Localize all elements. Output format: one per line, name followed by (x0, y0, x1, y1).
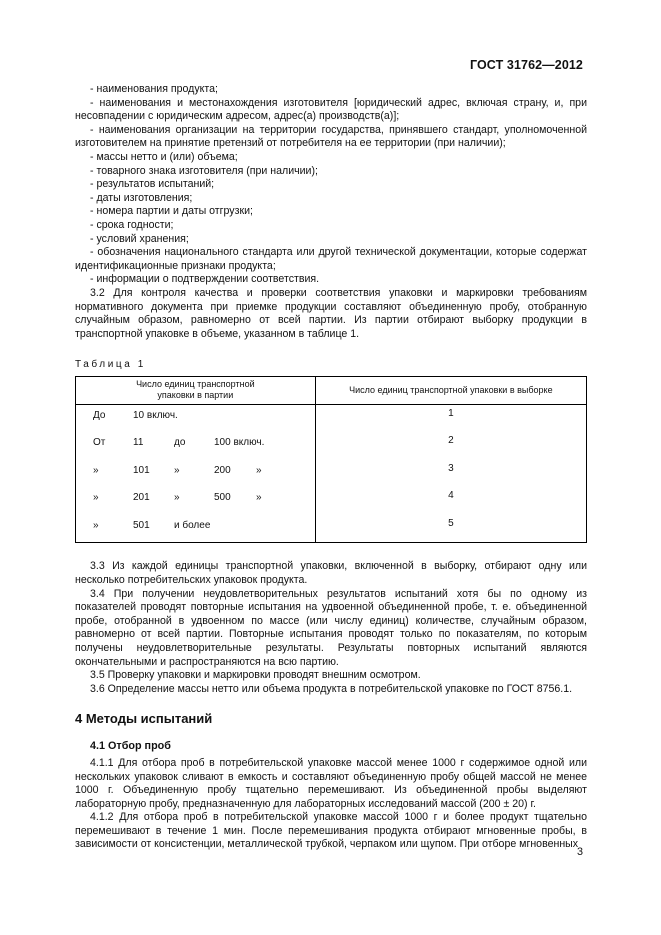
list-item: - результатов испытаний; (90, 178, 215, 191)
range-prefix: До (93, 409, 106, 421)
lot-size-cell (76, 404, 316, 432)
paragraph-4-1-1: 4.1.1 Для отбора проб в потребительской упаковке массой менее 1000 г содержимое одной или нескольких упаковок сливают в емкость и составляют объединенную пробу общей массой не менее 1000 г. Объединенную пробу тщательно перемешивают. Из объединенной пробы выделяют лабораторную пробу, предназначенную для лабораторных исследований массой (200 ± 20) г. (75, 756, 587, 810)
sample-size-cell: 5 (315, 515, 586, 543)
table-row (76, 487, 587, 515)
range-connector: » (174, 492, 180, 504)
range-prefix: От (93, 437, 106, 449)
table-header-row (76, 376, 587, 404)
list-item: - наименования продукта; (90, 83, 218, 95)
table-header-sample-size: Число единиц транспортной упаковки в выборке (315, 376, 586, 404)
table-row (76, 515, 587, 543)
list-item: - даты изготовления; (90, 191, 193, 204)
range-suffix: » (256, 464, 262, 476)
paragraph-3-6: 3.6 Определение массы нетто или объема продукта в потребительской упаковке по ГОСТ 8756.1. (90, 682, 573, 695)
sample-size-cell: 2 (315, 432, 586, 460)
sample-size-cell: 4 (315, 487, 586, 515)
sampling-table (75, 376, 587, 544)
sample-size-cell: 3 (315, 460, 586, 488)
range-prefix: » (93, 519, 99, 531)
table-header-lot-size: Число единиц транспортной упаковки в партии (76, 376, 316, 404)
range-connector: » (174, 464, 180, 476)
range-from: 10 включ. (133, 409, 178, 421)
range-connector: и более (174, 519, 211, 531)
lot-size-cell (76, 460, 316, 488)
list-item: - обозначения национального стандарта или другой технической документации, которые содержат идентификационные признаки продукта; (75, 246, 587, 272)
page-body (75, 83, 587, 852)
paragraph-3-2: 3.2 Для контроля качества и проверки соответствия упаковки и маркировки требованиям нормативного документа при приемке продукции составляют объединенную пробу, отобранную случайным образом, равномерно от всей партии. Из партии отбирают выборку продукции в транспортной упаковке в объеме, указанном в таблице 1. (75, 286, 587, 340)
page-number: 3 (576, 846, 583, 858)
table-caption: Таблица 1 (75, 359, 146, 371)
list-item: - условий хранения; (90, 232, 189, 245)
range-to: 100 включ. (214, 437, 265, 449)
paragraph-4-1-2: 4.1.2 Для отбора проб в потребительской упаковке массой 1000 г и более продукт тщательно перемешивают в течение 1 мин. После перемешивания продукта отбирают мгновенные пробы, в зависимости от консистенции, металлической трубкой, черпаком или щупом. При отборе мгновенных (75, 811, 587, 851)
lot-size-cell (76, 487, 316, 515)
lot-size-cell (76, 515, 316, 543)
range-to: 200 (214, 464, 231, 476)
list-item: - наименования и местонахождения изготовителя [юридический адрес, включая страну, и, при несовпадении с юридическим адресом, адрес(а) производств(а)]; (75, 96, 587, 123)
range-prefix: » (93, 492, 99, 504)
range-prefix: » (93, 464, 99, 476)
lot-size-cell (76, 432, 316, 460)
list-item: - товарного знака изготовителя (при наличии); (90, 164, 318, 177)
sample-size-cell: 1 (315, 404, 586, 432)
subsection-title: 4.1 Отбор проб (90, 740, 171, 753)
table-row (76, 460, 587, 488)
label-requirements-list (75, 83, 587, 287)
paragraph-3-4: 3.4 При получении неудовлетворительных результатов испытаний хотя бы по одному из показателей проводят повторные испытания на удвоенной объединенной пробе, т. е. объединенной пробе, отобранной в удвоенном по массе (или числу единиц) количестве, случайным образом, равномерно от всей партии. Повторные испытания проводят только по показателям, по которым получены неудовлетворительные результаты. Результаты повторных испытаний являются окончательными и распространяются на всю партию. (75, 587, 587, 668)
paragraph-3-5: 3.5 Проверку упаковки и маркировки проводят внешним осмотром. (90, 669, 421, 682)
list-item: - наименования организации на территории государства, принявшего стандарт, уполномоченной изготовителем на принятие претензий от потребителя на ее территории (при наличии); (75, 123, 587, 150)
list-item: - массы нетто и (или) объема; (90, 150, 238, 163)
range-suffix: » (256, 492, 262, 504)
list-item: - информации о подтверждении соответствия. (90, 273, 320, 286)
list-item: - номера партии и даты отгрузки; (90, 205, 253, 218)
range-from: 501 (133, 519, 150, 531)
document-code: ГОСТ 31762—2012 (469, 58, 583, 72)
range-from: 201 (133, 492, 150, 504)
table-row (76, 432, 587, 460)
table-row (76, 404, 587, 432)
range-from: 11 (133, 437, 144, 449)
section-title: 4 Методы испытаний (75, 711, 213, 727)
paragraph-3-3: 3.3 Из каждой единицы транспортной упаковки, включенной в выборку, отбирают одну или несколько потребительских упаковок продукта. (75, 560, 587, 586)
list-item: - срока годности; (90, 218, 174, 231)
range-from: 101 (133, 464, 150, 476)
range-connector: до (174, 437, 186, 449)
range-to: 500 (214, 492, 231, 504)
